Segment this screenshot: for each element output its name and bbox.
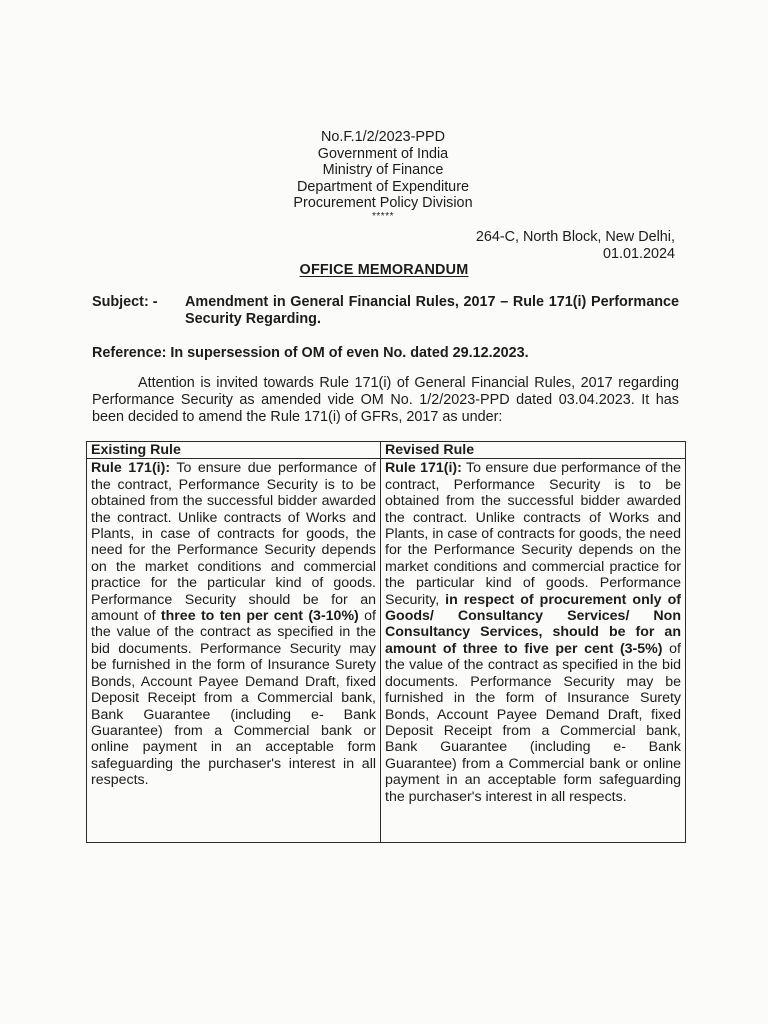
- revised-rule-bold-range: in respect of procurement only of Goods/ Consultancy Services/ Non Consultancy Services, should be for an amount of three to five per cent (3-5%): [385, 591, 681, 657]
- revised-rule-cell: [381, 459, 686, 843]
- file-number: No.F.1/2/2023-PPD: [321, 129, 445, 145]
- department-name: Department of Expenditure: [297, 178, 469, 195]
- government-name: Government of India: [317, 145, 449, 162]
- division-name: Procurement Policy Division: [293, 195, 473, 212]
- ministry-name: Ministry of Finance: [322, 162, 444, 179]
- header-existing-rule: Existing Rule: [87, 442, 381, 459]
- table-header-row: [87, 442, 686, 459]
- memo-date: 01.01.2024: [602, 245, 675, 262]
- rules-comparison-table: [86, 441, 686, 843]
- existing-rule-bold-range: three to ten per cent (3-10%): [160, 608, 359, 625]
- table-row: [87, 459, 686, 843]
- existing-rule-cell: [87, 459, 381, 843]
- existing-rule-text-2: of the value of the contract as specified in the bid documents. Performance Security may be furnished in the form of Insurance Surety Bonds, Account Payee Demand Draft, fixed Deposit Receipt from a Commercial bank, Bank Guarantee (including e- Bank Guarantee) from a Commercial bank or online payment in an acceptable form safeguarding the purchaser's interest in all respects.: [91, 608, 376, 789]
- existing-rule-text-1: To ensure due performance of the contract, Performance Security is to be obtained from the successful bidder awarded the contract. Unlike contracts of Works and Plants, in case of contracts for goods, the need for the Performance Security depends on the market conditions and commercial practice for the particular kind of goods. Performance Security should be for an amount of: [91, 460, 376, 625]
- revised-rule-text-2: of the value of the contract as specified in the bid documents. Performance Security may be furnished in the form of Insurance Surety Bonds, Account Payee Demand Draft, fixed Deposit Receipt from a Commercial bank, Bank Guarantee (including e- Bank Guarantee) from a Commercial bank or online payment in an acceptable form safeguarding the purchaser's interest in all respects.: [385, 640, 681, 805]
- header-revised-rule: Revised Rule: [381, 442, 686, 459]
- existing-rule-label: Rule 171(i):: [91, 460, 171, 477]
- office-location: 264-C, North Block, New Delhi,: [475, 229, 675, 245]
- body-paragraph: Attention is invited towards Rule 171(i) of General Financial Rules, 2017 regarding Performance Security as amended vide OM No. 1/2/2023-PPD dated 03.04.2023. It has been decided to amend the Rule 171(i) of GFRs, 2017 as under:: [92, 375, 679, 425]
- subject-line: [92, 294, 679, 328]
- address-block: [476, 229, 675, 262]
- memo-title: OFFICE MEMORANDUM: [299, 262, 469, 278]
- letterhead: [0, 129, 768, 222]
- separator-stars: *****: [372, 210, 394, 222]
- subject-label: Subject: -: [92, 294, 158, 310]
- reference-line: Reference: In supersession of OM of even No. dated 29.12.2023.: [92, 345, 529, 361]
- subject-text: Amendment in General Financial Rules, 2017 – Rule 171(i) Performance Security Regarding.: [185, 294, 679, 327]
- revised-rule-text-1: To ensure due performance of the contract, Performance Security is to be obtained from the successful bidder awarded the contract. Unlike contracts of Works and Plants, in case of contracts for goods, the need for the Performance Security depends on the market conditions and commercial practice for the particular kind of goods. Performance Security,: [385, 460, 681, 608]
- revised-rule-label: Rule 171(i):: [385, 460, 462, 477]
